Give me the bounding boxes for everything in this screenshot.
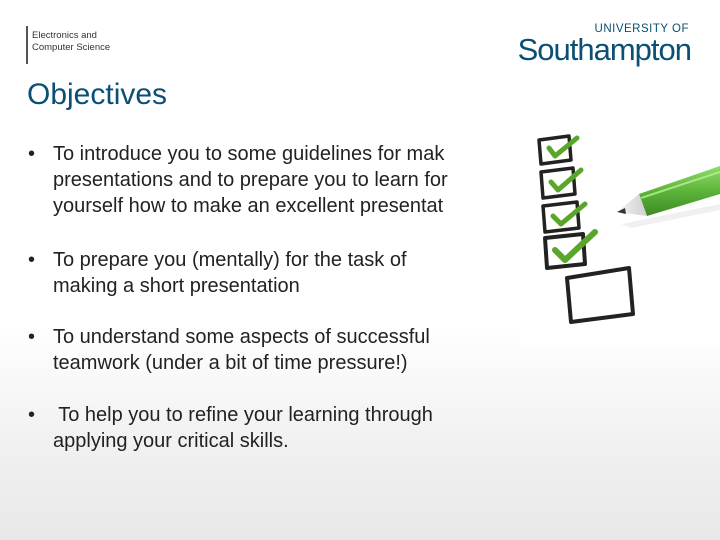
- slide-title: Objectives: [27, 78, 168, 111]
- university-logo: [518, 23, 691, 65]
- university-logo-small: UNIVERSITY OF: [594, 23, 689, 35]
- checkbox-5: [567, 268, 633, 322]
- bullet-line: To prepare you (mentally) for the task of: [53, 249, 407, 271]
- bullet-item: [28, 141, 448, 219]
- department-line2: Computer Science: [32, 42, 111, 53]
- checkbox-3: [543, 202, 585, 232]
- bullet-line: teamwork (under a bit of time pressure!): [53, 352, 408, 374]
- department-logo: [26, 26, 110, 64]
- checkbox-4: [545, 232, 595, 268]
- bullet-item: [28, 247, 407, 299]
- checkbox-2: [541, 168, 581, 198]
- checkbox-1: [539, 136, 577, 164]
- bullet-line: yourself how to make an excellent presentat: [53, 195, 444, 217]
- bullet-line: To understand some aspects of successful: [53, 326, 430, 348]
- bullet-marker: •: [28, 404, 36, 426]
- bullet-marker: •: [28, 143, 36, 165]
- bullet-marker: •: [28, 326, 36, 348]
- bullet-line: making a short presentation: [53, 275, 300, 297]
- bullet-item: [28, 402, 433, 454]
- checklist-with-pencil-icon: [521, 128, 720, 348]
- bullet-marker: •: [28, 249, 36, 271]
- bullet-line: presentations and to prepare you to learn for: [53, 169, 448, 191]
- bullet-line: To help you to refine your learning through: [53, 404, 433, 426]
- university-logo-big: Southampton: [517, 32, 691, 67]
- bullet-item: [28, 324, 430, 376]
- bullet-line: applying your critical skills.: [53, 430, 289, 452]
- department-line1: Electronics and: [32, 30, 97, 41]
- bullet-line: To introduce you to some guidelines for mak: [53, 143, 445, 165]
